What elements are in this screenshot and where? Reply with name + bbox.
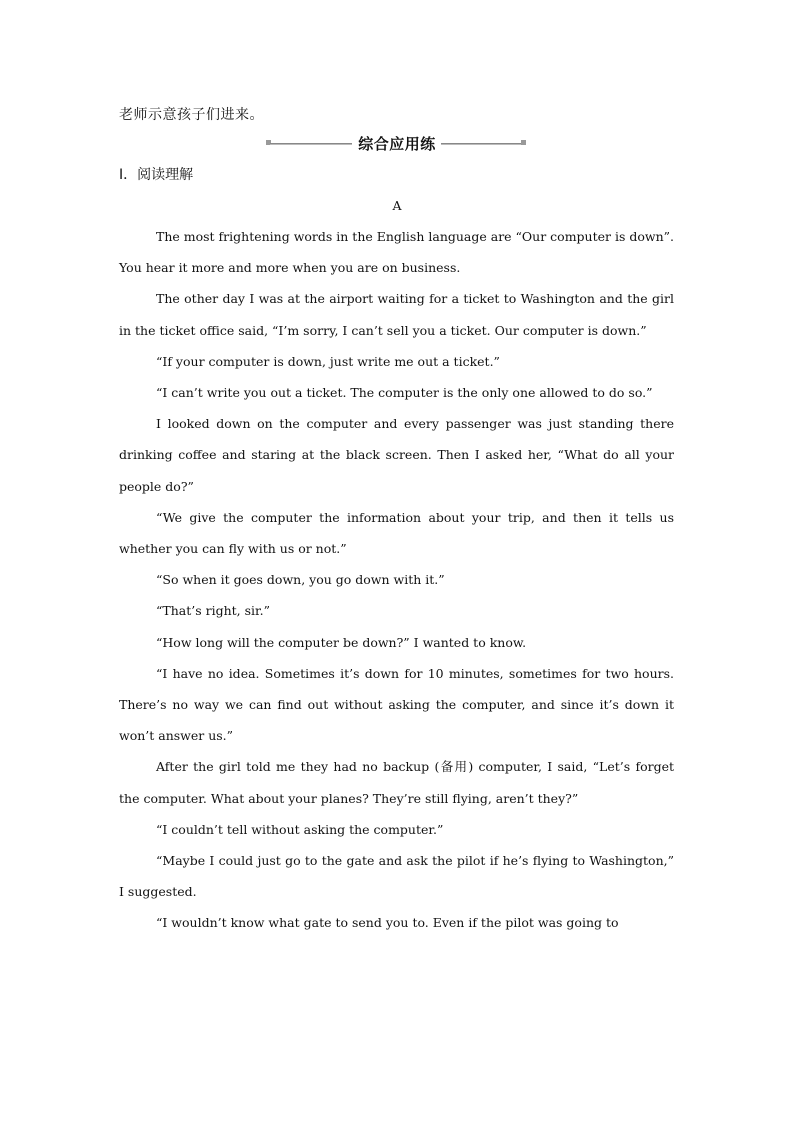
section-header bbox=[266, 133, 526, 155]
paragraph: The most frightening words in the English language are “Our computer is down”. You hear it more and more when you are on business. bbox=[119, 229, 675, 276]
part-heading: Ⅰ．阅读理解 bbox=[119, 167, 194, 183]
section-title: 综合应用练 bbox=[358, 135, 436, 153]
paragraph: “I can’t write you out a ticket. The computer is the only one allowed to do so.” bbox=[156, 385, 653, 401]
paragraph: “If your computer is down, just write me out a ticket.” bbox=[156, 353, 500, 369]
paragraph: “How long will the computer be down?” I wanted to know. bbox=[156, 634, 527, 650]
paragraph: “Maybe I could just go to the gate and ask the pilot if he’s flying to Washington,” I suggested. bbox=[119, 853, 674, 900]
paragraph: “I wouldn’t know what gate to send you to. Even if the pilot was going to bbox=[156, 915, 619, 931]
paragraph: “We give the computer the information about your trip, and then it tells us whether you can fly with us or not.” bbox=[119, 509, 674, 557]
intro-sentence: 老师示意孩子们进来。 bbox=[119, 107, 264, 123]
paragraph: I looked down on the computer and every passenger was just standing there drinking coffee and staring at the black screen. Then I asked her, “What do all your people do?” bbox=[119, 416, 674, 494]
passage-body bbox=[119, 221, 674, 939]
paragraph: After the girl told me they had no backup (备用) computer, I said, “Let’s forget the computer. What about your planes? They’re still flying, aren’t they?” bbox=[119, 759, 674, 806]
paragraph: “So when it goes down, you go down with it.” bbox=[156, 572, 445, 588]
passage-label: A bbox=[392, 198, 402, 213]
paragraph: “I couldn’t tell without asking the computer.” bbox=[156, 821, 444, 837]
rule-end-right bbox=[521, 140, 526, 145]
rule-left bbox=[270, 143, 352, 145]
paragraph: “I have no idea. Sometimes it’s down for 10 minutes, sometimes for two hours. There’s no way we can find out without asking the computer, and since it’s down it won’t answer us.” bbox=[119, 665, 674, 744]
paragraph: The other day I was at the airport waiting for a ticket to Washington and the girl in the ticket office said, “I’m sorry, I can’t sell you a ticket. Our computer is down.” bbox=[119, 291, 674, 338]
paragraph: “That’s right, sir.” bbox=[156, 603, 270, 619]
rule-right bbox=[441, 143, 522, 145]
